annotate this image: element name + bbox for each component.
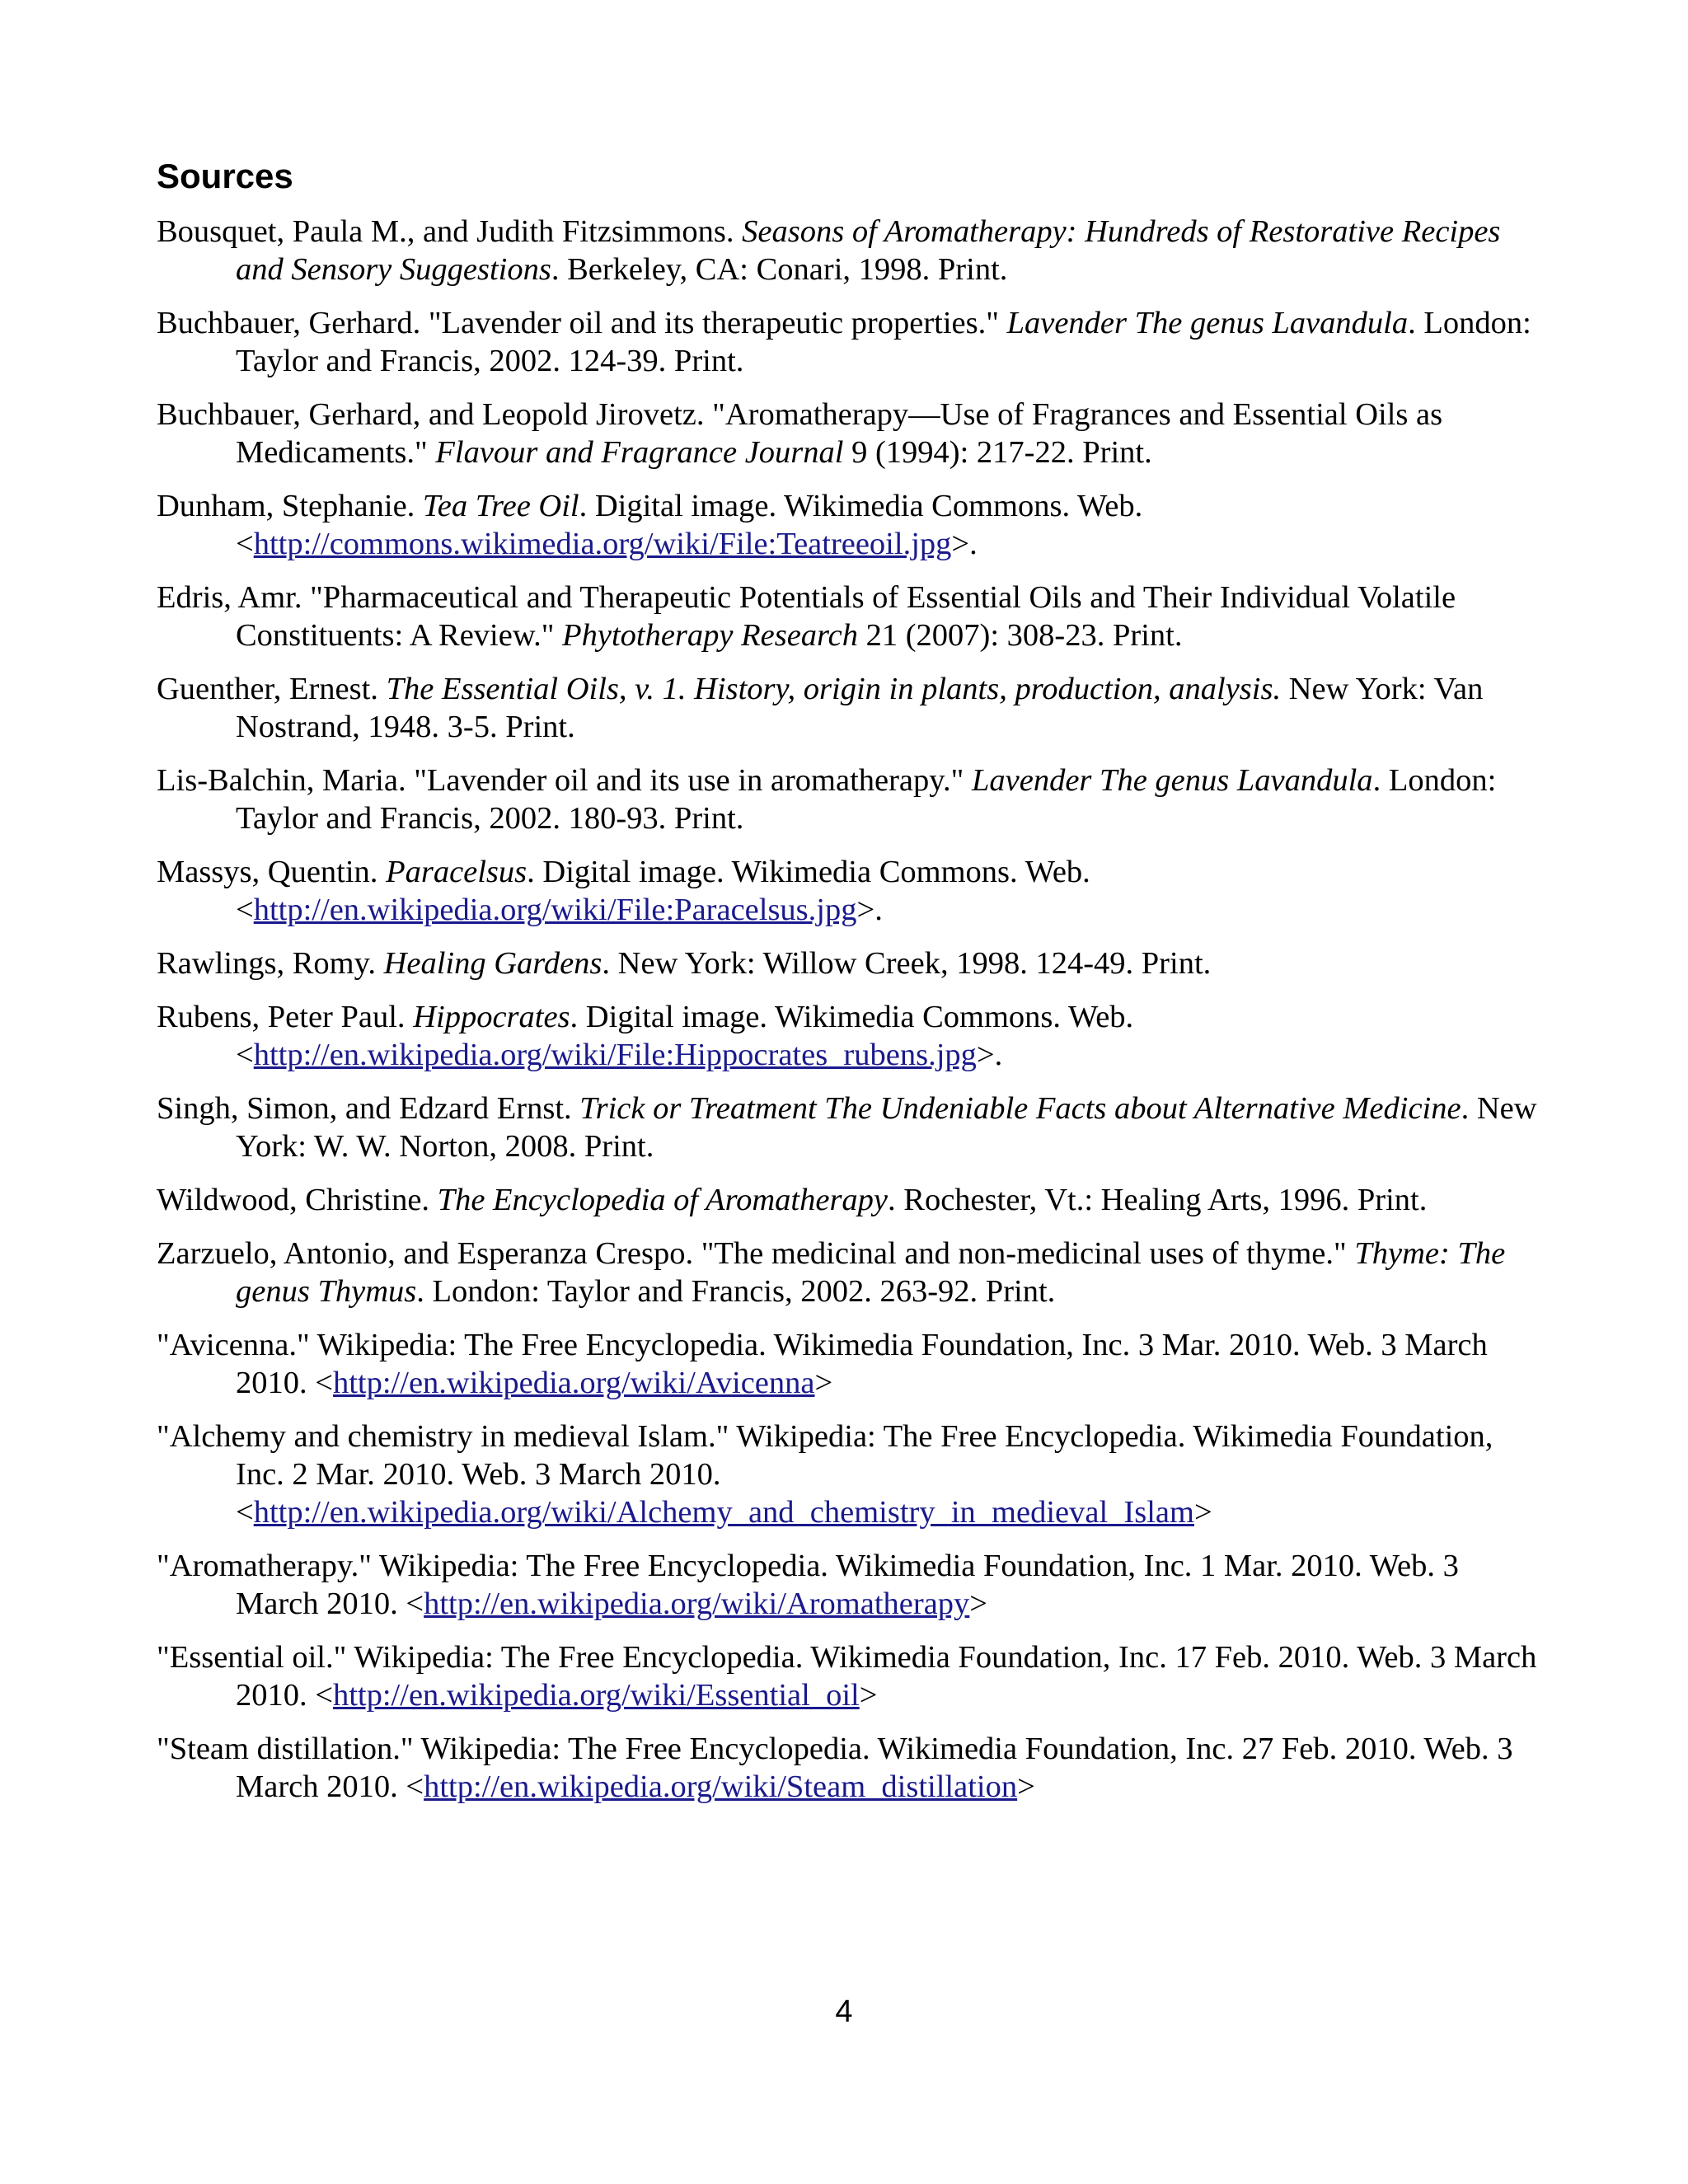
reference-entry: [157, 396, 1541, 471]
reference-entry: [157, 1638, 1541, 1714]
reference-link[interactable]: http://en.wikipedia.org/wiki/File:Paracelsus.jpg: [253, 893, 857, 927]
page-number: 4: [835, 1994, 853, 2029]
reference-text: "Aromatherapy." Wikipedia: The Free Encyclopedia. Wikimedia Foundation, Inc. 1 Mar. 2010. Web. 3 March 2010. <: [157, 1549, 1459, 1621]
reference-text: New York: Van Nostrand, 1948. 3-5. Print.: [236, 672, 1484, 744]
reference-link[interactable]: http://en.wikipedia.org/wiki/Avicenna: [332, 1366, 815, 1400]
reference-entry: [157, 853, 1541, 929]
reference-entry: [157, 1090, 1541, 1165]
reference-text: . New York: W. W. Norton, 2008. Print.: [236, 1091, 1537, 1164]
reference-entry: [157, 944, 1541, 982]
reference-entry: [157, 670, 1541, 746]
reference-entry: [157, 1547, 1541, 1623]
reference-text: Zarzuelo, Antonio, and Esperanza Crespo. "The medicinal and non-medicinal uses of thyme.": [157, 1236, 1355, 1271]
reference-text: >.: [856, 893, 883, 927]
reference-text: >.: [976, 1038, 1003, 1072]
reference-text: . New York: Willow Creek, 1998. 124-49. Print.: [602, 946, 1212, 981]
reference-title: Flavour and Fragrance Journal: [435, 435, 844, 470]
reference-text: Massys, Quentin.: [157, 855, 387, 889]
reference-text: >: [1193, 1495, 1212, 1530]
reference-text: "Steam distillation." Wikipedia: The Free Encyclopedia. Wikimedia Foundation, Inc. 27 Feb. 2010. Web. 3 March 2010. <: [157, 1732, 1513, 1804]
reference-entry: [157, 1730, 1541, 1806]
reference-text: "Avicenna." Wikipedia: The Free Encyclopedia. Wikimedia Foundation, Inc. 3 Mar. 2010. Web. 3 March 2010. <: [157, 1328, 1488, 1400]
reference-entry: [157, 579, 1541, 654]
reference-title: Seasons of Aromatherapy: Hundreds of Restorative Recipes and Sensory Suggestions: [236, 214, 1501, 287]
reference-text: . Rochester, Vt.: Healing Arts, 1996. Print.: [888, 1183, 1428, 1217]
reference-link[interactable]: http://en.wikipedia.org/wiki/Alchemy_and_chemistry_in_medieval_Islam: [253, 1495, 1194, 1530]
reference-text: Bousquet, Paula M., and Judith Fitzsimmons.: [157, 214, 743, 249]
reference-title: Lavender The genus Lavandula: [1006, 306, 1409, 340]
reference-text: Wildwood, Christine.: [157, 1183, 438, 1217]
reference-text: Singh, Simon, and Edzard Ernst.: [157, 1091, 580, 1126]
reference-link[interactable]: http://en.wikipedia.org/wiki/Aromatherapy: [424, 1586, 970, 1621]
reference-list: [157, 213, 1541, 1821]
reference-link[interactable]: http://en.wikipedia.org/wiki/File:Hippocrates_rubens.jpg: [253, 1038, 977, 1072]
reference-text: 21 (2007): 308-23. Print.: [857, 618, 1183, 653]
reference-text: >.: [951, 527, 978, 561]
reference-entry: [157, 213, 1541, 288]
reference-text: Buchbauer, Gerhard, and Leopold Jirovetz. "Aromatherapy—Use of Fragrances and Essential Oils as Medicaments.": [157, 397, 1443, 470]
reference-text: . Digital image. Wikimedia Commons. Web. <: [236, 1000, 1134, 1072]
reference-text: Dunham, Stephanie.: [157, 489, 423, 523]
reference-link[interactable]: http://commons.wikimedia.org/wiki/File:Teatreeoil.jpg: [253, 527, 952, 561]
reference-entry: [157, 487, 1541, 563]
reference-title: Trick or Treatment The Undeniable Facts about Alternative Medicine: [579, 1091, 1461, 1126]
reference-text: >: [859, 1678, 878, 1713]
reference-link[interactable]: http://en.wikipedia.org/wiki/Essential_oil: [332, 1678, 860, 1713]
reference-text: >: [969, 1586, 988, 1621]
reference-text: Rawlings, Romy.: [157, 946, 384, 981]
reference-text: >: [814, 1366, 833, 1400]
reference-entry: [157, 1235, 1541, 1310]
reference-entry: [157, 1181, 1541, 1219]
reference-text: Guenther, Ernest.: [157, 672, 387, 706]
reference-entry: [157, 304, 1541, 380]
reference-entry: [157, 762, 1541, 837]
reference-text: >: [1017, 1769, 1035, 1804]
reference-title: Tea Tree Oil: [422, 489, 579, 523]
reference-title: Healing Gardens: [383, 946, 603, 981]
reference-text: . Berkeley, CA: Conari, 1998. Print.: [551, 252, 1008, 287]
reference-text: 9 (1994): 217-22. Print.: [843, 435, 1152, 470]
reference-title: Lavender The genus Lavandula: [972, 763, 1373, 798]
reference-title: Paracelsus: [386, 855, 528, 889]
reference-text: Rubens, Peter Paul.: [157, 1000, 414, 1034]
page-heading: Sources: [157, 157, 293, 195]
reference-text: "Alchemy and chemistry in medieval Islam." Wikipedia: The Free Encyclopedia. Wikimedia Foundation, Inc. 2 Mar. 2010. Web. 3 March 2010. <: [157, 1419, 1493, 1530]
reference-text: Lis-Balchin, Maria. "Lavender oil and its use in aromatherapy.": [157, 763, 972, 798]
reference-title: The Essential Oils, v. 1. History, origin in plants, production, analysis.: [386, 672, 1282, 706]
reference-text: . Digital image. Wikimedia Commons. Web. <: [236, 489, 1143, 561]
reference-title: Hippocrates: [413, 1000, 570, 1034]
reference-link[interactable]: http://en.wikipedia.org/wiki/Steam_distillation: [424, 1769, 1018, 1804]
reference-entry: [157, 1418, 1541, 1531]
reference-text: . London: Taylor and Francis, 2002. 180-93. Print.: [236, 763, 1497, 836]
reference-text: Edris, Amr. "Pharmaceutical and Therapeutic Potentials of Essential Oils and Their Individual Volatile Constituents: A Review.": [157, 580, 1456, 653]
reference-title: Thyme: The genus Thymus: [236, 1236, 1506, 1309]
reference-text: . London: Taylor and Francis, 2002. 263-92. Print.: [416, 1274, 1056, 1309]
reference-entry: [157, 998, 1541, 1074]
reference-title: Phytotherapy Research: [562, 618, 858, 653]
reference-entry: [157, 1326, 1541, 1402]
reference-text: . Digital image. Wikimedia Commons. Web. <: [236, 855, 1090, 927]
reference-text: "Essential oil." Wikipedia: The Free Encyclopedia. Wikimedia Foundation, Inc. 17 Feb. 2010. Web. 3 March 2010. <: [157, 1640, 1537, 1713]
reference-title: The Encyclopedia of Aromatherapy: [437, 1183, 889, 1217]
reference-text: . London: Taylor and Francis, 2002. 124-39. Print.: [236, 306, 1531, 378]
reference-text: Buchbauer, Gerhard. "Lavender oil and its therapeutic properties.": [157, 306, 1007, 340]
